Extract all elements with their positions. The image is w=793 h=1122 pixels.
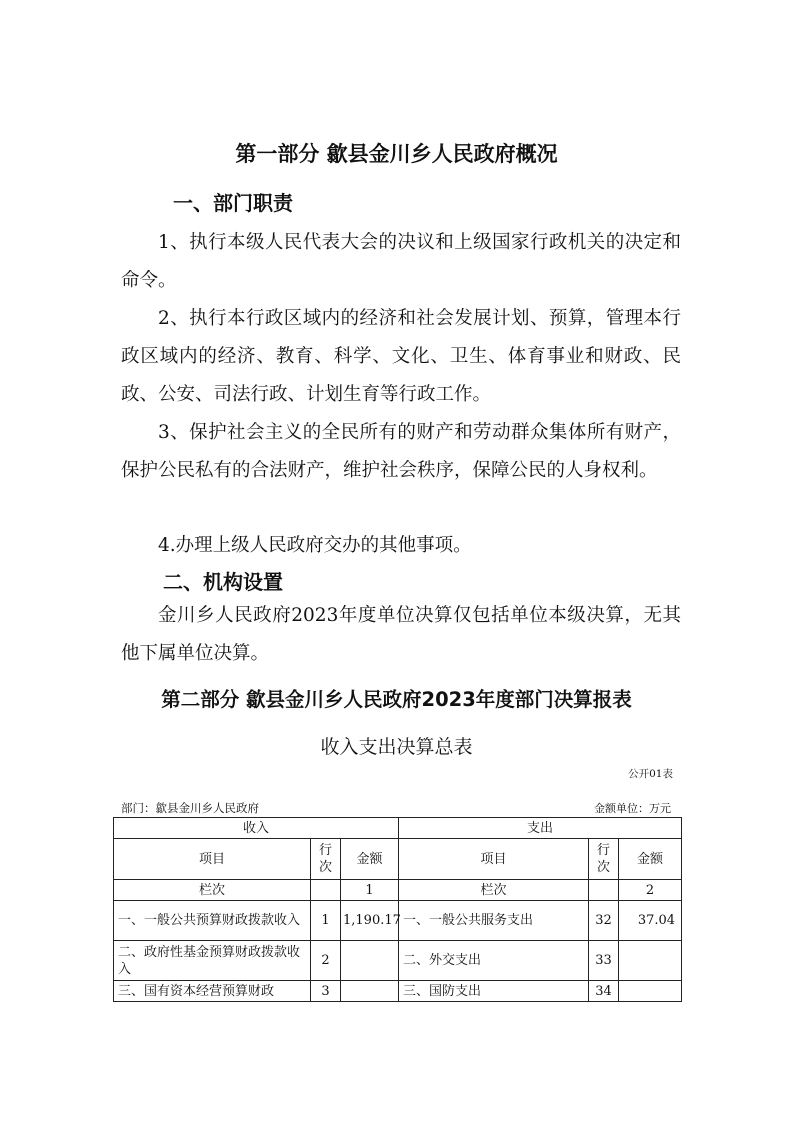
expense-item: 一、一般公共服务支出 (399, 901, 589, 941)
income-item: 二、政府性基金预算财政拨款收入 (114, 941, 311, 981)
table-group-header-row (114, 818, 682, 839)
income-item: 三、国有资本经营预算财政 (114, 981, 311, 1002)
expense-column-label: 栏次 (399, 880, 589, 901)
income-line-header: 行次 (311, 839, 341, 880)
section-heading-duties: 一、部门职责 (173, 191, 293, 215)
table-row (114, 981, 682, 1002)
expense-amount-header: 金额 (619, 839, 682, 880)
structure-paragraph: 金川乡人民政府2023年度单位决算仅包括单位本级决算，无其他下属单位决算。 (121, 605, 681, 664)
table-row (114, 941, 682, 981)
expense-item-header: 项目 (399, 839, 589, 880)
duty-paragraph-2: 2、执行本行政区域内的经济和社会发展计划、预算，管理本行政区域内的经济、教育、科学、文化、卫生、体育事业和财政、民政、公安、司法行政、计划生育等行政工作。 (121, 308, 681, 405)
income-line-blank (311, 880, 341, 901)
department-label: 部门：歙县金川乡人民政府 (121, 801, 259, 815)
income-amount (341, 981, 399, 1002)
income-line: 3 (311, 981, 341, 1002)
table-number: 公开01表 (628, 768, 673, 780)
income-amount-header: 金额 (341, 839, 399, 880)
duty-paragraph-3: 3、保护社会主义的全民所有的财产和劳动群众集体所有财产，保护公民私有的合法财产，维护社会秩序，保障公民的人身权利。 (121, 422, 681, 481)
part2-title: 第二部分 歙县金川乡人民政府2023年度部门决算报表 (161, 688, 632, 711)
section-heading-structure: 二、机构设置 (163, 570, 283, 594)
income-line: 1 (311, 901, 341, 941)
table-column-header-row (114, 839, 682, 880)
expense-amount (619, 981, 682, 1002)
part1-title: 第一部分 歙县金川乡人民政府概况 (235, 142, 558, 166)
table-title: 收入支出决算总表 (320, 736, 473, 758)
income-amount (341, 941, 399, 981)
table-row (114, 901, 682, 941)
table-column-number-row (114, 880, 682, 901)
expense-header: 支出 (399, 818, 682, 839)
expense-line: 33 (589, 941, 619, 981)
amount-unit-label: 金额单位：万元 (594, 802, 671, 815)
expense-line-header: 行次 (589, 839, 619, 880)
expense-line: 34 (589, 981, 619, 1002)
expense-column-number: 2 (619, 880, 682, 901)
income-item: 一、一般公共预算财政拨款收入 (114, 901, 311, 941)
income-expense-table (113, 817, 682, 1002)
expense-item: 三、国防支出 (399, 981, 589, 1002)
duty-paragraph-4: 4.办理上级人民政府交办的其他事项。 (158, 535, 472, 556)
income-column-label: 栏次 (114, 880, 311, 901)
expense-line: 32 (589, 901, 619, 941)
income-header: 收入 (114, 818, 399, 839)
duty-paragraph-1: 1、执行本级人民代表大会的决议和上级国家行政机关的决定和命令。 (121, 232, 681, 291)
income-column-number: 1 (341, 880, 399, 901)
expense-line-blank (589, 880, 619, 901)
income-amount: 1,190.17 (341, 901, 399, 941)
expense-amount (619, 941, 682, 981)
expense-item: 二、外交支出 (399, 941, 589, 981)
income-line: 2 (311, 941, 341, 981)
expense-amount: 37.04 (619, 901, 682, 941)
income-item-header: 项目 (114, 839, 311, 880)
